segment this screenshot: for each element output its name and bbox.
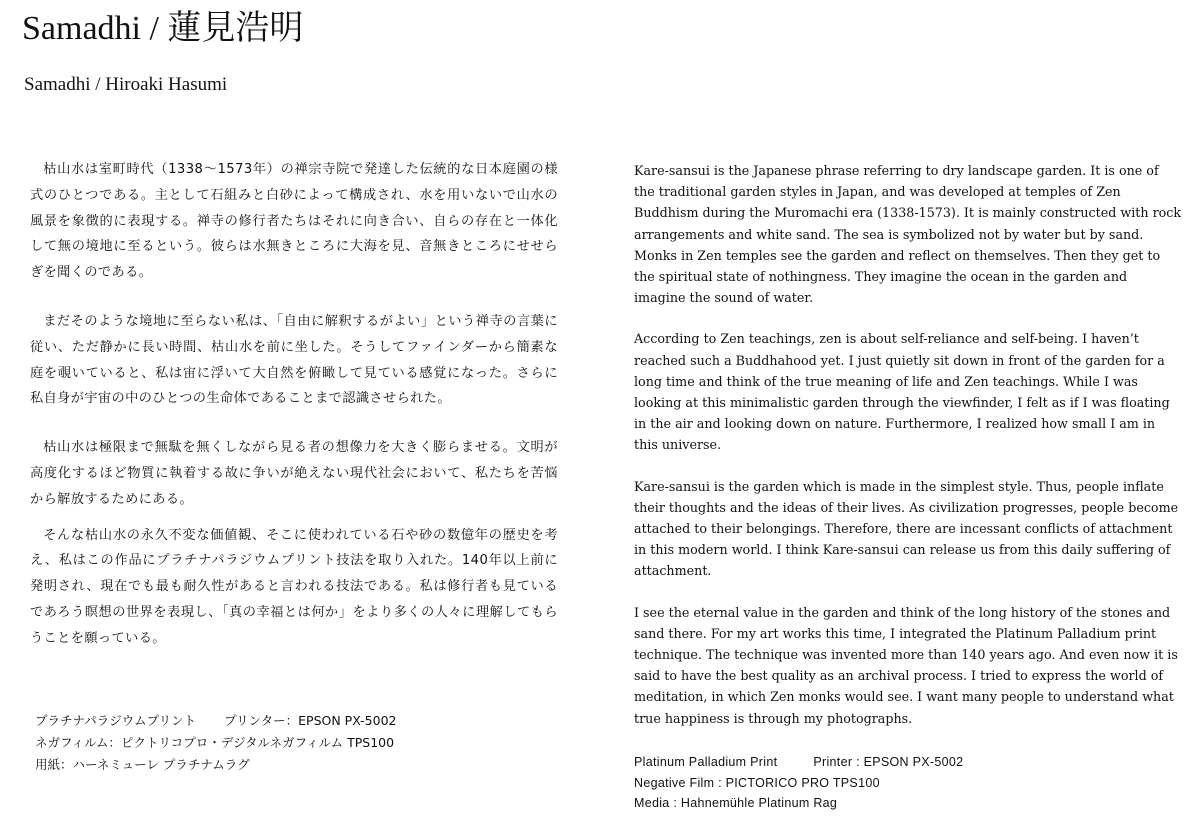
- japanese-paragraph: まだそのような境地に至らない私は、「自由に解釈するがよい」という禅寺の言葉に従い、ただ静かに長い時間、枯山水を前に坐した。そうしてファインダーから簡素な庭を覗いていると、私は宙に浮いて大自然を俯瞰して見ている感覚になった。さらに私自身が宇宙の中のひとつの生命体であることまで認識させられた。: [30, 313, 558, 407]
- page-title: Samadhi / 蓮見浩明: [22, 10, 304, 47]
- english-credits: [634, 752, 963, 814]
- english-credit-printer: Printer : EPSON PX-5002: [813, 755, 964, 769]
- english-credit-line-print: [634, 752, 963, 773]
- japanese-credit-printer: プリンター：EPSON PX-5002: [224, 713, 397, 728]
- page-subtitle: Samadhi / Hiroaki Hasumi: [24, 74, 228, 95]
- japanese-paragraph: 枯山水は極限まで無駄を無くしながら見る者の想像力を大きく膨らませる。文明が高度化するほど物質に執着する故に争いが絶えない現代社会において、私たちを苦悩から解放するためにある。: [30, 440, 558, 507]
- japanese-credit-media: 用紙：ハーネミューレ プラチナムラグ: [35, 757, 250, 772]
- japanese-credit-film: ネガフィルム：ピクトリコプロ・デジタルネガフィルム TPS100: [35, 735, 395, 750]
- english-text-column: [634, 160, 1182, 729]
- japanese-credit-print: プラチナパラジウムプリント: [35, 713, 197, 728]
- english-paragraph: Kare-sansui is the Japanese phrase referring to dry landscape garden. It is one of the traditional garden styles in Japan, and was developed at temples of Zen Buddhism during the Muromachi era (1338-1573). It is mainly constructed with rock arrangements and white sand. The sea is symbolized not by water but by sand. Monks in Zen temples see the garden and reflect on themselves. Then they get to the spiritual state of nothingness. They imagine the ocean in the garden and imagine the sound of water.: [634, 163, 1182, 306]
- english-paragraph: According to Zen teachings, zen is about self-reliance and self-being. I haven’t reached such a Buddhahood yet. I just quietly sit down in front of the garden for a long time and think of the true meaning of life and Zen teachings. While I was looking at this minimalistic garden through the viewfinder, I felt as if I was floating in the air and looking down on nature. Furthermore, I realized how small I am in this universe.: [634, 331, 1170, 453]
- japanese-credits: [35, 710, 396, 776]
- japanese-paragraph: そんな枯山水の永久不変な価値観、そこに使われている石や砂の数億年の歴史を考え、私はこの作品にプラチナパラジウムプリント技法を取り入れた。140年以上前に発明され、現在でも最も耐久性があると言われる技法である。私は修行者も見ているであろう瞑想の世界を表現し、「真の幸福とは何か」をより多くの人々に理解してもらうことを願っている。: [30, 527, 558, 646]
- english-credit-media: Media : Hahnemühle Platinum Rag: [634, 796, 838, 810]
- japanese-paragraph: 枯山水は室町時代（1338～1573年）の禅宗寺院で発達した伝統的な日本庭園の様式のひとつである。主として石組みと白砂によって構成され、水を用いないで山水の風景を象徴的に表現する。禅寺の修行者たちはそれに向き合い、自らの存在と一体化して無の境地に至るという。彼らは水無きところに大海を見、音無きところにせせらぎを聞くのである。: [30, 162, 558, 281]
- english-credit-print: Platinum Palladium Print: [634, 755, 778, 769]
- japanese-text-column: [30, 157, 558, 652]
- japanese-credit-line-print: [35, 710, 396, 732]
- english-paragraph: I see the eternal value in the garden and think of the long history of the stones and sand there. For my art works this time, I integrated the Platinum Palladium print technique. The technique was invented more than 140 years ago. And even now it is said to have the best quality as an archival process. I tried to express the world of meditation, in which Zen monks would see. I want many people to understand what true happiness is through my photographs.: [634, 604, 1178, 726]
- english-credit-film: Negative Film : PICTORICO PRO TPS100: [634, 775, 880, 790]
- english-paragraph: Kare-sansui is the garden which is made in the simplest style. Thus, people inflate their thoughts and the ideas of their lives. As civilization progresses, people become attached to their belongings. Therefore, there are incessant conflicts of attachment in this modern world. I think Kare-sansui can release us from this daily suffering of attachment.: [634, 478, 1179, 579]
